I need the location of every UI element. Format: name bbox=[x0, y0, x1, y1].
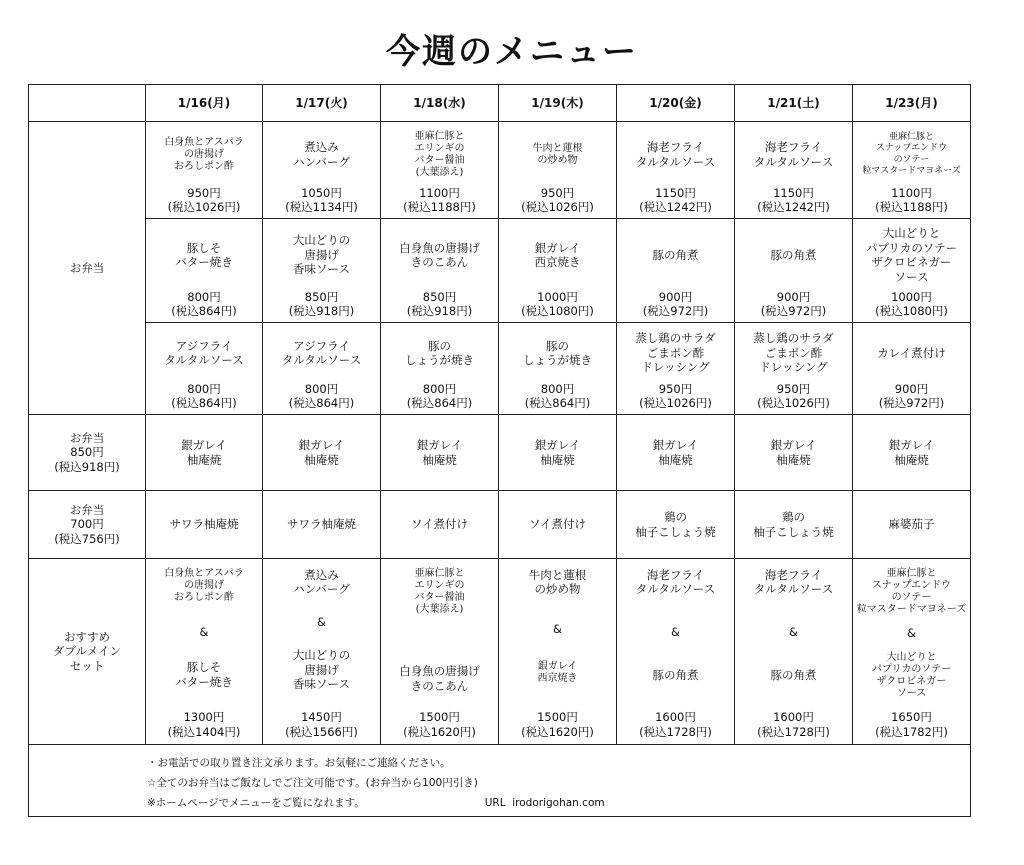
menu-cell-content bbox=[146, 325, 262, 413]
menu-cell-content bbox=[617, 325, 734, 413]
dish-name: アジフライ タルタルソース bbox=[281, 338, 362, 367]
ampersand: & bbox=[553, 621, 562, 636]
dish-name: 銀ガレイ 西京焼き bbox=[534, 240, 581, 269]
double-cell-content bbox=[853, 562, 970, 742]
menu-cell bbox=[146, 219, 263, 323]
menu-cell bbox=[499, 323, 617, 415]
dish-name-b: 銀ガレイ 西京焼き bbox=[537, 661, 578, 685]
corner-cell bbox=[29, 85, 146, 122]
menu-cell bbox=[499, 122, 617, 219]
menu-cell-content bbox=[853, 325, 970, 413]
menu-cell-content bbox=[499, 325, 616, 413]
dish-name: 海老フライ タルタルソース bbox=[753, 140, 834, 169]
menu-cell bbox=[735, 219, 853, 323]
price: 1050円 (税込1134円) bbox=[285, 185, 358, 214]
ampersand bbox=[438, 633, 442, 648]
dish-name: 鶏の 柚子こしょう焼 bbox=[635, 510, 716, 539]
dish-name: 豚しそ バター焼き bbox=[175, 240, 233, 269]
dish-name: アジフライ タルタルソース bbox=[164, 338, 244, 367]
menu-cell bbox=[263, 415, 381, 491]
price: 950円 (税込1026円) bbox=[639, 381, 712, 410]
dish-name-a: 海老フライ タルタルソース bbox=[753, 567, 834, 596]
menu-cell bbox=[735, 415, 853, 491]
bento-row bbox=[29, 122, 971, 219]
menu-cell bbox=[735, 122, 853, 219]
menu-cell bbox=[853, 415, 971, 491]
day-header: 1/17(火) bbox=[263, 85, 381, 122]
menu-cell-content bbox=[617, 221, 734, 321]
day-header: 1/23(月) bbox=[853, 85, 971, 122]
menu-cell bbox=[146, 491, 263, 559]
ampersand: & bbox=[907, 626, 916, 641]
menu-cell bbox=[499, 559, 617, 745]
row-label-fixed: お弁当 700円 (税込756円) bbox=[29, 491, 146, 559]
double-set-row bbox=[29, 559, 971, 745]
note-homepage: ※ホームページでメニューをご覧になれます。 URL irodorigohan.com bbox=[147, 797, 605, 809]
dish-name: 蒸し鶏のサラダ ごまポン酢 ドレッシング bbox=[753, 331, 834, 375]
dish-name-a: 白身魚とアスパラ の唐揚げ おろしポン酢 bbox=[164, 567, 244, 603]
menu-table bbox=[28, 84, 971, 817]
price: 1500円 (税込1620円) bbox=[521, 710, 594, 739]
price: 800円 (税込864円) bbox=[406, 381, 473, 410]
row-label-fixed: お弁当 850円 (税込918円) bbox=[29, 415, 146, 491]
menu-cell-content bbox=[381, 221, 498, 321]
price: 1150円 (税込1242円) bbox=[639, 185, 712, 214]
double-cell-content bbox=[146, 562, 262, 742]
dish-name-b: 豚の角煮 bbox=[770, 667, 817, 682]
menu-cell bbox=[146, 559, 263, 745]
menu-cell bbox=[735, 491, 853, 559]
double-cell-content bbox=[735, 562, 852, 742]
menu-cell bbox=[381, 122, 499, 219]
day-header: 1/21(土) bbox=[735, 85, 853, 122]
price: 800円 (税込864円) bbox=[524, 381, 591, 410]
note-no-rice: ☆全てのお弁当はご飯なしでご注文可能です。(お弁当から100円引き) bbox=[147, 777, 478, 789]
dish-name: 銀ガレイ 柚庵焼 bbox=[298, 438, 345, 467]
dish-name: 蒸し鶏のサラダ ごまポン酢 ドレッシング bbox=[635, 331, 716, 375]
homepage-url: URL irodorigohan.com bbox=[484, 797, 605, 809]
day-header: 1/19(木) bbox=[499, 85, 617, 122]
dish-name: 海老フライ タルタルソース bbox=[635, 140, 716, 169]
page-title: 今週のメニュー bbox=[386, 32, 638, 72]
menu-cell bbox=[146, 122, 263, 219]
dish-name-b: 白身魚の唐揚げ きのこあん bbox=[399, 664, 480, 693]
price: 850円 (税込918円) bbox=[288, 289, 355, 318]
dish-name: 白身魚とアスパラ の唐揚げ おろしポン酢 bbox=[164, 136, 244, 172]
price: 950円 (税込1026円) bbox=[521, 185, 594, 214]
price: 950円 (税込1026円) bbox=[167, 185, 241, 214]
bento-row bbox=[29, 219, 971, 323]
menu-cell-content bbox=[735, 325, 852, 413]
menu-cell bbox=[617, 491, 735, 559]
menu-cell bbox=[735, 323, 853, 415]
price: 1500円 (税込1620円) bbox=[403, 710, 476, 739]
price: 800円 (税込864円) bbox=[171, 289, 237, 318]
menu-cell bbox=[853, 491, 971, 559]
price: 1000円 (税込1080円) bbox=[521, 289, 594, 318]
fixed-bento-row bbox=[29, 415, 971, 491]
dish-name-a: 亜麻仁豚と エリンギの バター醤油 (大葉添え) bbox=[414, 567, 465, 615]
menu-cell bbox=[617, 415, 735, 491]
row-label-double: おすすめ ダブルメイン セット bbox=[29, 559, 146, 745]
day-header: 1/16(月) bbox=[146, 85, 263, 122]
dish-name: 銀ガレイ 柚庵焼 bbox=[534, 438, 581, 467]
price: 1300円 (税込1404円) bbox=[167, 710, 241, 739]
menu-cell bbox=[146, 415, 263, 491]
menu-cell bbox=[617, 219, 735, 323]
price: 900円 (税込972円) bbox=[760, 289, 827, 318]
price: 900円 (税込972円) bbox=[642, 289, 709, 318]
price: 1600円 (税込1728円) bbox=[757, 710, 830, 739]
dish-name: 豚の しょうが焼き bbox=[523, 338, 592, 367]
price: 1450円 (税込1566円) bbox=[285, 710, 358, 739]
price: 1150円 (税込1242円) bbox=[757, 185, 830, 214]
menu-cell-content bbox=[381, 325, 498, 413]
dish-name: サワラ柚庵焼 bbox=[287, 517, 356, 532]
dish-name: 豚の角煮 bbox=[652, 247, 699, 262]
price: 1650円 (税込1782円) bbox=[875, 710, 948, 739]
price: 1000円 (税込1080円) bbox=[875, 289, 948, 318]
header-row bbox=[29, 85, 971, 122]
dish-name-a: 亜麻仁豚と スナップエンドウ のソテー 粒マスタードマヨネーズ bbox=[856, 567, 967, 615]
dish-name: 牛肉と蓮根 の炒め物 bbox=[532, 142, 583, 166]
menu-cell bbox=[263, 559, 381, 745]
dish-name-a: 海老フライ タルタルソース bbox=[635, 567, 716, 596]
dish-name: ソイ煮付け bbox=[529, 517, 586, 532]
menu-cell bbox=[146, 323, 263, 415]
price: 800円 (税込864円) bbox=[288, 381, 355, 410]
dish-name-b: 大山どりと パプリカのソテー ザクロビネガー ソース bbox=[871, 651, 952, 699]
double-cell-content bbox=[499, 562, 616, 742]
dish-name: 亜麻仁豚と エリンギの バター醤油 (大葉添え) bbox=[414, 130, 465, 178]
dish-name: 銀ガレイ 柚庵焼 bbox=[888, 438, 935, 467]
dish-name: 鶏の 柚子こしょう焼 bbox=[753, 510, 834, 539]
menu-cell-content bbox=[263, 124, 380, 217]
menu-cell bbox=[381, 559, 499, 745]
menu-cell-content bbox=[853, 221, 970, 321]
menu-cell-content bbox=[735, 221, 852, 321]
dish-name: 銀ガレイ 柚庵焼 bbox=[652, 438, 699, 467]
dish-name: 亜麻仁豚と スナップエンドウ のソテー 粒マスタードマヨネーズ bbox=[862, 131, 961, 176]
menu-cell bbox=[381, 323, 499, 415]
menu-cell bbox=[617, 559, 735, 745]
dish-name: サワラ柚庵焼 bbox=[169, 517, 239, 532]
menu-cell bbox=[263, 122, 381, 219]
dish-name: カレイ煮付け bbox=[877, 345, 946, 360]
menu-cell bbox=[499, 491, 617, 559]
price: 800円 (税込864円) bbox=[171, 381, 237, 410]
menu-cell bbox=[853, 219, 971, 323]
bento-row bbox=[29, 323, 971, 415]
price: 1100円 (税込1188円) bbox=[403, 185, 476, 214]
row-label-bento: お弁当 bbox=[29, 122, 146, 415]
menu-cell bbox=[263, 491, 381, 559]
dish-name-a: 牛肉と蓮根 の炒め物 bbox=[528, 567, 587, 596]
price: 850円 (税込918円) bbox=[406, 289, 473, 318]
menu-cell bbox=[735, 559, 853, 745]
double-cell-content bbox=[263, 562, 380, 742]
menu-cell bbox=[853, 559, 971, 745]
menu-cell bbox=[263, 219, 381, 323]
dish-name: 豚の角煮 bbox=[770, 247, 817, 262]
dish-name: 白身魚の唐揚げ きのこあん bbox=[399, 240, 480, 269]
dish-name: 銀ガレイ 柚庵焼 bbox=[181, 438, 227, 467]
menu-cell-content bbox=[381, 124, 498, 217]
menu-cell bbox=[853, 122, 971, 219]
dish-name-b: 豚の角煮 bbox=[652, 667, 699, 682]
menu-cell bbox=[381, 219, 499, 323]
dish-name-b: 大山どりの 唐揚げ 香味ソース bbox=[292, 648, 351, 692]
price: 1100円 (税込1188円) bbox=[875, 185, 948, 214]
dish-name: 銀ガレイ 柚庵焼 bbox=[416, 438, 463, 467]
dish-name: ソイ煮付け bbox=[411, 517, 468, 532]
menu-cell-content bbox=[146, 221, 262, 321]
footer-row bbox=[29, 745, 971, 817]
menu-cell-content bbox=[853, 124, 970, 217]
menu-cell-content bbox=[499, 124, 616, 217]
menu-cell-content bbox=[735, 124, 852, 217]
day-header: 1/18(水) bbox=[381, 85, 499, 122]
dish-name: 豚の しょうが焼き bbox=[405, 338, 474, 367]
ampersand: & bbox=[317, 615, 326, 630]
price: 900円 (税込972円) bbox=[878, 381, 945, 410]
dish-name: 煮込み ハンバーグ bbox=[293, 140, 350, 169]
fixed-bento-row bbox=[29, 491, 971, 559]
dish-name-b: 豚しそ バター焼き bbox=[175, 660, 233, 689]
menu-cell bbox=[499, 415, 617, 491]
menu-cell bbox=[381, 491, 499, 559]
dish-name: 銀ガレイ 柚庵焼 bbox=[770, 438, 817, 467]
menu-cell-content bbox=[146, 124, 262, 217]
footer-notes bbox=[29, 745, 971, 817]
dish-name: 麻婆茄子 bbox=[888, 517, 935, 532]
ampersand: & bbox=[789, 624, 798, 639]
menu-cell bbox=[617, 323, 735, 415]
menu-cell bbox=[499, 219, 617, 323]
double-cell-content bbox=[381, 562, 498, 742]
note-phone-order: ・お電話での取り置き注文承ります。お気軽にご連絡ください。 bbox=[147, 757, 451, 769]
menu-cell-content bbox=[617, 124, 734, 217]
menu-cell-content bbox=[263, 325, 380, 413]
ampersand: & bbox=[671, 624, 680, 639]
menu-cell bbox=[381, 415, 499, 491]
double-cell-content bbox=[617, 562, 734, 742]
dish-name-a: 煮込み ハンバーグ bbox=[293, 567, 350, 596]
menu-cell bbox=[853, 323, 971, 415]
dish-name: 大山どりの 唐揚げ 香味ソース bbox=[292, 233, 351, 277]
menu-cell-content bbox=[263, 221, 380, 321]
dish-name: 大山どりと パプリカのソテー ザクロビネガー ソース bbox=[865, 226, 958, 284]
menu-cell-content bbox=[499, 221, 616, 321]
menu-cell bbox=[263, 323, 381, 415]
menu-cell bbox=[617, 122, 735, 219]
day-header: 1/20(金) bbox=[617, 85, 735, 122]
ampersand: & bbox=[199, 624, 209, 639]
price: 950円 (税込1026円) bbox=[757, 381, 830, 410]
price: 1600円 (税込1728円) bbox=[639, 710, 712, 739]
